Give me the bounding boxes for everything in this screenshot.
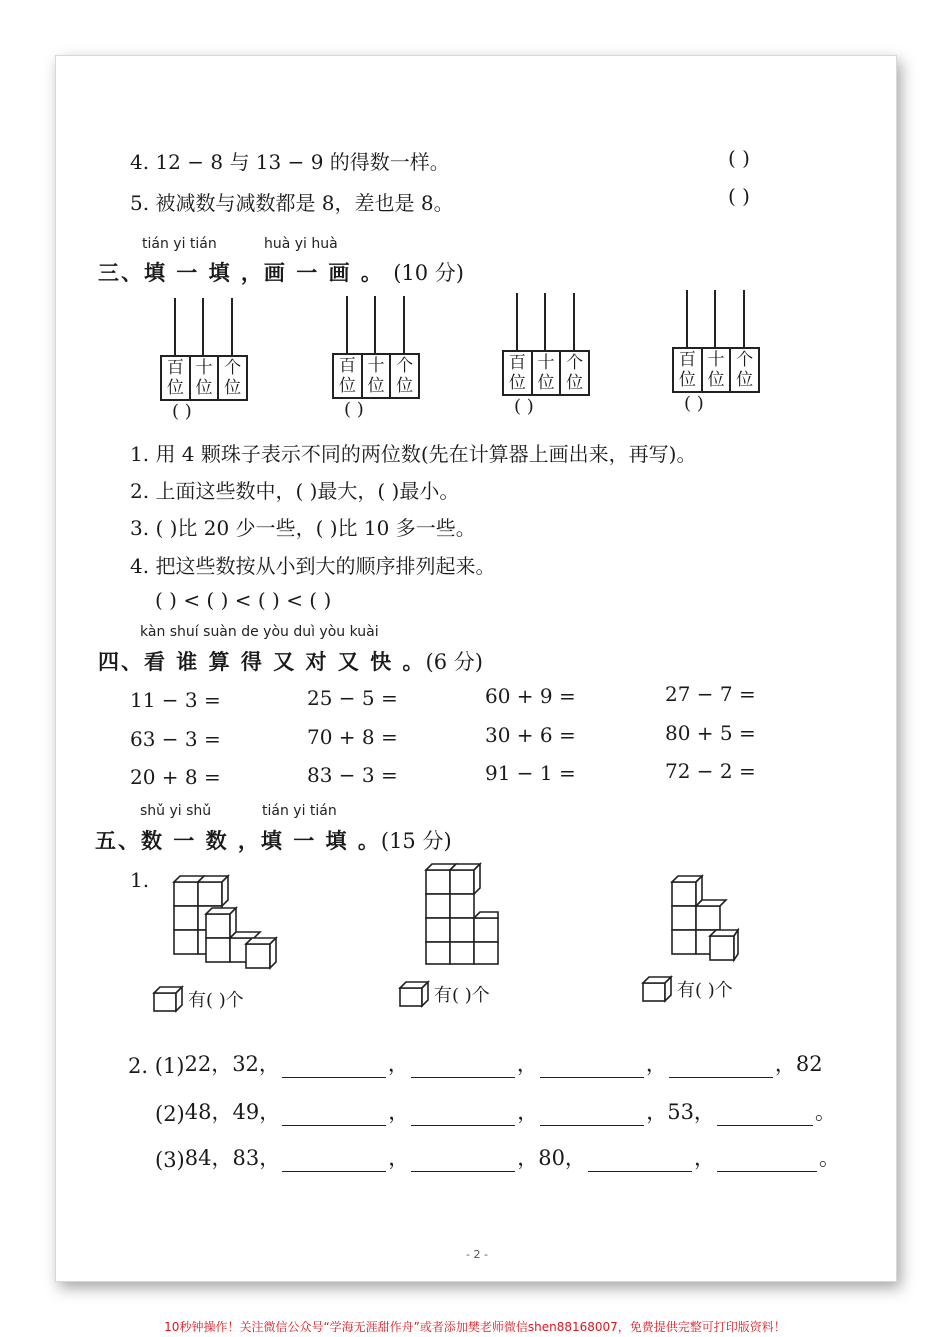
answer-blank[interactable] (717, 1105, 813, 1126)
arithmetic-item: 80 + 5 = (665, 721, 756, 745)
cube-icon (152, 985, 184, 1013)
section3-pinyin-1: tián yi tián (142, 236, 217, 252)
abacus-answer: ( ) (684, 393, 704, 414)
sequence-1: 2. (1) 22，32， ， ， ， ，82 (128, 1052, 823, 1078)
answer-blank[interactable] (411, 1057, 515, 1078)
section3-pinyin-2: huà yi huà (264, 236, 338, 252)
judgement-answer-5: ( ) (728, 184, 750, 208)
cube-count-2: 有( )个 (398, 980, 490, 1008)
judgement-answer-4: ( ) (728, 146, 750, 170)
arithmetic-item: 83 − 3 = (307, 763, 398, 787)
answer-blank[interactable] (282, 1105, 386, 1126)
answer-blank[interactable] (282, 1151, 386, 1172)
abacus-answer: ( ) (172, 401, 192, 422)
arithmetic-item: 60 + 9 = (485, 684, 576, 708)
cube-stack-2 (420, 860, 505, 968)
cube-icon (641, 975, 673, 1003)
cube-count-1: 有( )个 (152, 985, 244, 1013)
abacus-2: 百 位 十 位 个 位 ( ) (330, 296, 420, 421)
section4-title: 四、看 谁 算 得 又 对 又 快 。(6 分) (98, 649, 483, 674)
cube-icon (398, 980, 430, 1008)
judgement-question-5: 5. 被减数与减数都是 8，差也是 8。 (130, 191, 454, 215)
order-answer-line: ( ) < ( ) < ( ) < ( ) (155, 588, 332, 612)
arithmetic-item: 70 + 8 = (307, 725, 398, 749)
cube-stack-3 (666, 870, 741, 968)
arithmetic-item: 11 − 3 = (130, 688, 221, 712)
abacus-1: 百 位 十 位 个 位 ( ) (158, 298, 248, 423)
abacus-4: 百 位 十 位 个 位 ( ) (670, 290, 760, 415)
answer-blank[interactable] (588, 1151, 692, 1172)
page-number: - 2 - (466, 1248, 488, 1261)
section3-question-2: 2. 上面这些数中，( )最大，( )最小。 (130, 479, 460, 503)
section5-title: 五、数 一 数 ，填 一 填 。(15 分) (95, 828, 452, 853)
sequence-2: (2) 48，49， ， ， ，53， 。 (155, 1100, 836, 1126)
section5-pinyin-2: tián yi tián (262, 803, 337, 819)
arithmetic-item: 72 − 2 = (665, 759, 756, 783)
cube-count-3: 有( )个 (641, 975, 733, 1003)
abacus-3: 百 位 十 位 个 位 ( ) (500, 293, 590, 418)
arithmetic-item: 27 − 7 = (665, 682, 756, 706)
sequence-3: (3) 84，83， ， ，80， ， 。 (155, 1146, 840, 1172)
answer-blank[interactable] (669, 1057, 773, 1078)
arithmetic-item: 20 + 8 = (130, 765, 221, 789)
abacus-answer: ( ) (344, 399, 364, 420)
judgement-question-4: 4. 12 − 8 与 13 − 9 的得数一样。 (130, 150, 450, 174)
arithmetic-item: 63 − 3 = (130, 727, 221, 751)
abacus-answer: ( ) (514, 396, 534, 417)
section3-question-3: 3. ( )比 20 少一些，( )比 10 多一些。 (130, 516, 476, 540)
answer-blank[interactable] (282, 1057, 386, 1078)
section3-title: 三、填 一 填 ，画 一 画 。 (10 分) (98, 260, 464, 285)
answer-blank[interactable] (717, 1151, 817, 1172)
answer-blank[interactable] (411, 1151, 515, 1172)
section3-question-4: 4. 把这些数按从小到大的顺序排列起来。 (130, 554, 496, 578)
section4-pinyin: kàn shuí suàn de yòu duì yòu kuài (140, 624, 379, 640)
arithmetic-item: 91 − 1 = (485, 761, 576, 785)
footer-notice: 10秒钟操作！关注微信公众号“学海无涯甜作舟”或者添加樊老师微信shen88168007，免费提供完整可打印版资料！ (164, 1320, 786, 1334)
answer-blank[interactable] (411, 1105, 515, 1126)
section3-question-1: 1. 用 4 颗珠子表示不同的两位数(先在计算器上画出来，再写)。 (130, 442, 697, 466)
answer-blank[interactable] (540, 1105, 644, 1126)
answer-blank[interactable] (540, 1057, 644, 1078)
arithmetic-item: 30 + 6 = (485, 723, 576, 747)
cube-stack-1 (168, 870, 278, 972)
arithmetic-item: 25 − 5 = (307, 686, 398, 710)
section5-question-1-label: 1. (130, 868, 150, 892)
section5-pinyin-1: shǔ yi shǔ (140, 803, 212, 819)
